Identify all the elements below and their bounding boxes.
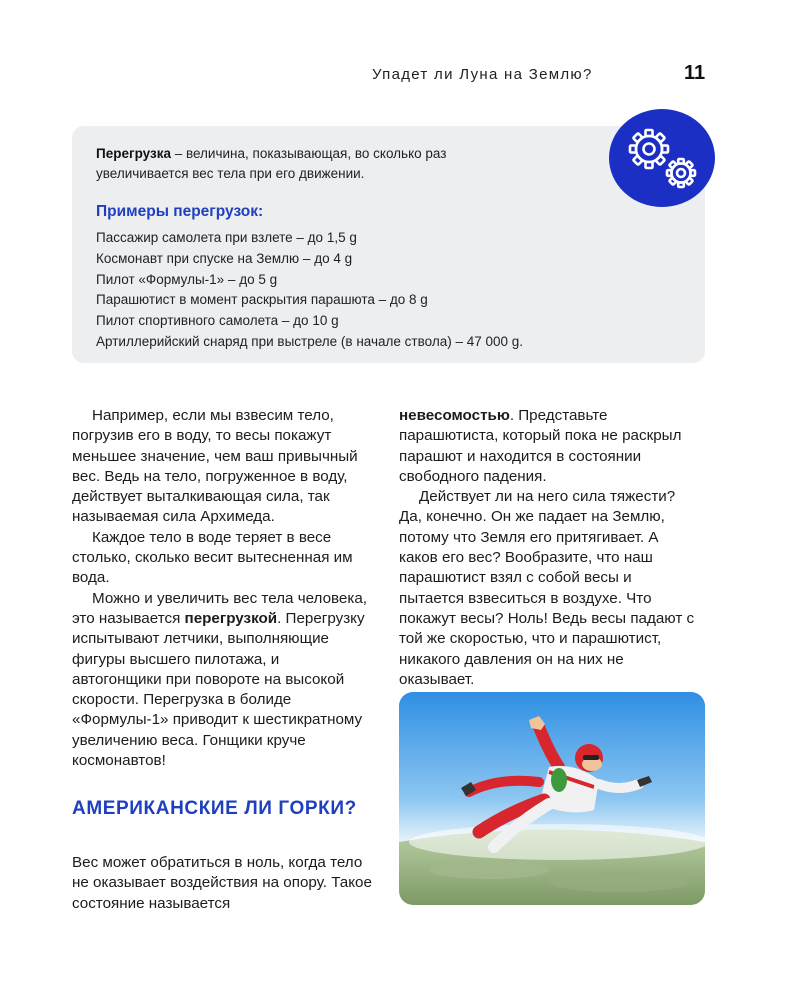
example-item: Пассажир самолета при взлете – до 1,5 g <box>96 230 357 245</box>
left-column-bottom <box>72 853 372 914</box>
gears-icon <box>609 109 715 207</box>
term-weightlessness: невесомостью <box>399 407 510 424</box>
paragraph-text: . Представьте парашютиста, который пока не раскрыл парашют и находится в состоянии свободного падения. <box>399 407 682 485</box>
right-column <box>399 406 699 690</box>
examples-heading: Примеры перегрузок: <box>96 203 264 220</box>
body-paragraph <box>399 406 699 487</box>
section-heading: АМЕРИКАНСКИЕ ЛИ ГОРКИ? <box>72 798 357 819</box>
example-item: Артиллерийский снаряд при выстреле (в начале ствола) – 47 000 g. <box>96 333 524 349</box>
paragraph-text: . Перегрузку испытывают летчики, выполняющие фигуры высшего пилотажа, и автогонщики при повороте на высокой скорости. Перегрузка в болиде «Формулы-1» приводит к шестикратному увеличению веса. Гонщики круче космонавтов! <box>72 609 365 770</box>
definition-term: Перегрузка <box>96 146 171 161</box>
example-item: Пилот «Формулы-1» – до 5 g <box>96 271 278 287</box>
left-column <box>72 406 372 771</box>
running-header: Упадет ли Луна на Землю? <box>372 66 593 83</box>
body-paragraph: Вес может обратиться в ноль, когда тело не оказывает воздействия на опору. Такое состояние называется <box>72 854 372 912</box>
examples-list <box>96 228 523 353</box>
body-paragraph <box>72 589 372 772</box>
page-number: 11 <box>684 62 706 84</box>
skydiver-photo <box>399 692 705 905</box>
example-item: Парашютист в момент раскрытия парашюта – до 8 g <box>96 292 428 308</box>
body-paragraph: Каждое тело в воде теряет в весе столько, сколько весит вытесненная им вода. <box>72 528 353 587</box>
definition-text <box>96 144 536 184</box>
body-paragraph: Действует ли на него сила тяжести? Да, конечно. Он же падает на Землю, потому что Земля его притягивает. А каков его вес? Вообразите, что наш парашютист взял с собой весы и пытается взвеситься в воздухе. Что покажут весы? Ноль! Ведь весы падают с той же скоростью, что и парашютист, никакого давления он на них не оказывает. <box>399 488 695 688</box>
definition-body: – величина, показывающая, во сколько раз увеличивается вес тела при его движении. <box>96 146 447 181</box>
example-item: Космонавт при спуске на Землю – до 4 g <box>96 250 353 266</box>
body-paragraph: Например, если мы взвесим тело, погрузив его в воду, то весы покажут меньшее значение, чем ваш привычный вес. Ведь на тело, погруженное в воду, действует выталкивающая сила, так называемая сила Архимеда. <box>72 407 358 526</box>
example-item: Пилот спортивного самолета – до 10 g <box>96 313 339 329</box>
paragraph-text: Можно и увеличить вес тела человека, это называется <box>72 589 368 627</box>
term-overload: перегрузкой <box>184 609 278 627</box>
